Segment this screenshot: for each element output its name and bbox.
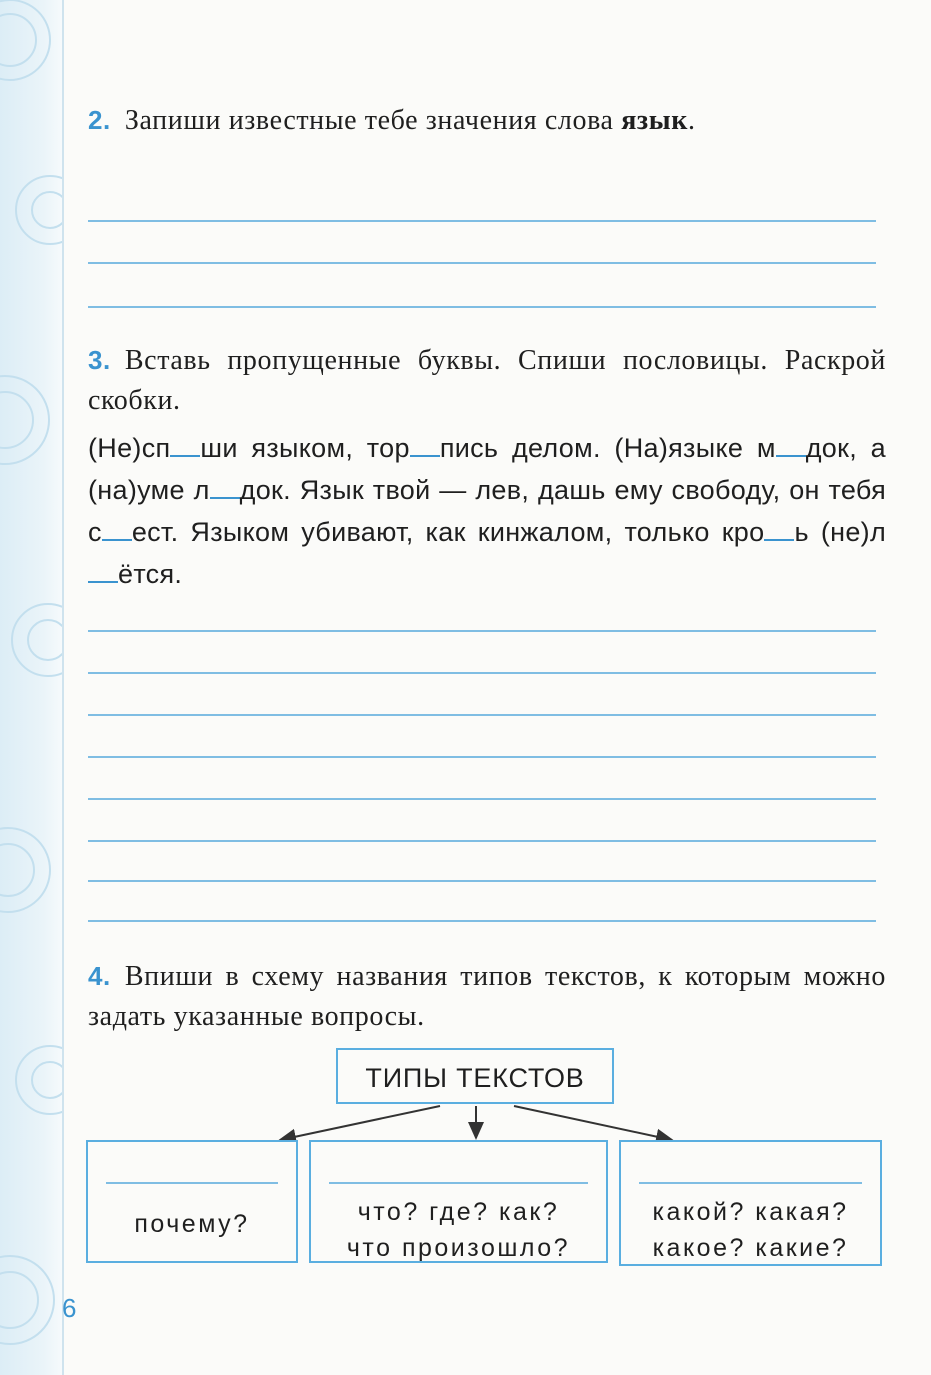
task-2: 2. Запиши известные тебе значения слова язык. (88, 105, 696, 136)
task-4-text: Впиши в схему названия типов текстов, к которым можно задать указанные вопросы. (88, 961, 886, 1032)
task-number: 4. (88, 961, 111, 991)
task-number: 2. (88, 105, 111, 135)
question-label: что произошло? (346, 1234, 571, 1262)
proverbs-text: (Не)сп ши языком, тор пись делом. (На)языке м док, а (на)уме л док. Язык твой — лев, дашь ему свободу, он тебя с ест. Языком убивают, как кинжалом, только кро ь (не)лётся. (88, 433, 886, 589)
text-type-answer-line[interactable] (329, 1182, 588, 1184)
text-type-box-3 (619, 1140, 882, 1266)
question-label: какое? какие? (652, 1234, 849, 1262)
task-3-text: Вставь пропущенные буквы. Спиши пословицы. Раскрой скобки. (88, 345, 886, 416)
page-number: 6 (62, 1293, 77, 1323)
question-label: почему? (134, 1210, 250, 1238)
text-type-answer-line[interactable] (106, 1182, 278, 1184)
text-type-answer-line[interactable] (639, 1182, 862, 1184)
task-2-keyword: язык (621, 105, 688, 136)
task-2-text: Запиши известные тебе значения слова (124, 105, 614, 136)
diagram-root-label: ТИПЫ ТЕКСТОВ (365, 1063, 585, 1093)
question-label: что? где? как? (357, 1198, 560, 1226)
arrow-right-icon (514, 1106, 672, 1140)
arrow-left-icon (280, 1106, 440, 1140)
question-label: какой? какая? (652, 1198, 849, 1226)
text-type-box-2 (309, 1140, 608, 1263)
task-number: 3. (88, 345, 111, 375)
text-type-box-1 (86, 1140, 298, 1263)
